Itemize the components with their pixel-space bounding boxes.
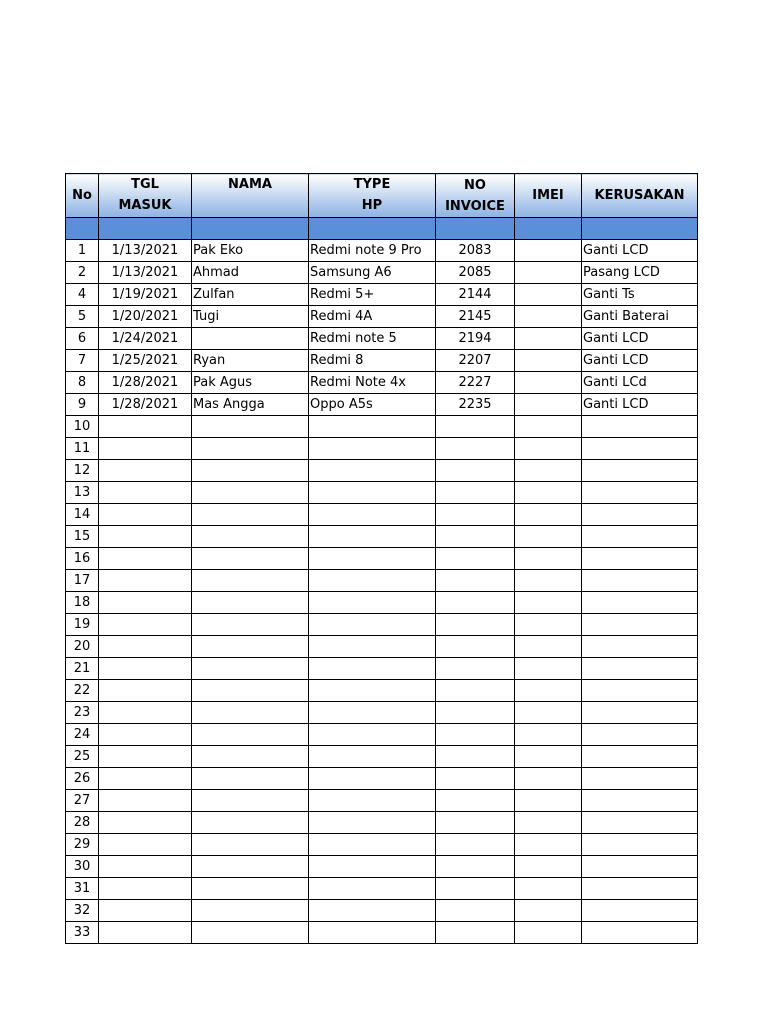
cell-tgl-masuk[interactable] (99, 504, 192, 526)
cell-nama[interactable] (192, 702, 309, 724)
cell-kerusakan[interactable] (582, 746, 698, 768)
cell-kerusakan[interactable]: Ganti LCd (582, 372, 698, 394)
cell-nama[interactable] (192, 922, 309, 944)
cell-imei[interactable] (515, 834, 582, 856)
cell-type-hp[interactable] (309, 614, 436, 636)
table-row (66, 636, 698, 658)
cell-imei[interactable] (515, 482, 582, 504)
table-row (66, 812, 698, 834)
cell-tgl-masuk[interactable] (99, 438, 192, 460)
cell-imei[interactable] (515, 548, 582, 570)
cell-tgl-masuk[interactable] (99, 614, 192, 636)
cell-tgl-masuk[interactable] (99, 416, 192, 438)
band-cell[interactable] (436, 218, 515, 240)
table-row (66, 416, 698, 438)
header-type-line1: TYPE (353, 177, 391, 192)
table-body (66, 240, 698, 944)
header-invoice-line2: INVOICE (445, 198, 505, 214)
cell-no-invoice[interactable]: 2194 (436, 328, 515, 350)
header-invoice-line1: NO (464, 177, 486, 193)
cell-no-invoice[interactable] (436, 878, 515, 900)
cell-nama[interactable] (192, 790, 309, 812)
table-row (66, 372, 698, 394)
cell-nama[interactable] (192, 658, 309, 680)
cell-nama[interactable] (192, 768, 309, 790)
cell-type-hp[interactable] (309, 702, 436, 724)
cell-type-hp[interactable] (309, 636, 436, 658)
cell-imei[interactable] (515, 460, 582, 482)
cell-no[interactable]: 9 (66, 394, 99, 416)
cell-nama[interactable] (192, 856, 309, 878)
cell-kerusakan[interactable] (582, 614, 698, 636)
cell-no-invoice[interactable] (436, 680, 515, 702)
cell-tgl-masuk[interactable] (99, 548, 192, 570)
header-kerusakan[interactable]: KERUSAKAN (582, 174, 698, 218)
table-row (66, 548, 698, 570)
table-row (66, 262, 698, 284)
cell-kerusakan[interactable]: Ganti LCD (582, 328, 698, 350)
table-row (66, 526, 698, 548)
cell-no[interactable]: 5 (66, 306, 99, 328)
table-row (66, 878, 698, 900)
cell-nama[interactable]: Ahmad (192, 262, 309, 284)
header-no[interactable]: No (66, 174, 99, 218)
cell-tgl-masuk[interactable]: 1/19/2021 (99, 284, 192, 306)
table-row (66, 724, 698, 746)
cell-no-invoice[interactable] (436, 526, 515, 548)
table-row (66, 658, 698, 680)
cell-kerusakan[interactable] (582, 636, 698, 658)
cell-imei[interactable] (515, 900, 582, 922)
cell-type-hp[interactable] (309, 790, 436, 812)
table-row (66, 460, 698, 482)
cell-type-hp[interactable]: Redmi 4A (309, 306, 436, 328)
cell-imei[interactable] (515, 438, 582, 460)
cell-nama[interactable] (192, 680, 309, 702)
table-row (66, 768, 698, 790)
cell-imei[interactable] (515, 350, 582, 372)
table-row (66, 504, 698, 526)
cell-type-hp[interactable]: Redmi note 9 Pro (309, 240, 436, 262)
cell-tgl-masuk[interactable] (99, 680, 192, 702)
cell-no[interactable]: 19 (66, 614, 99, 636)
cell-kerusakan[interactable] (582, 922, 698, 944)
cell-no[interactable]: 21 (66, 658, 99, 680)
cell-no[interactable]: 7 (66, 350, 99, 372)
cell-imei[interactable] (515, 680, 582, 702)
cell-tgl-masuk[interactable] (99, 812, 192, 834)
cell-imei[interactable] (515, 878, 582, 900)
header-tgl-masuk[interactable] (99, 174, 192, 218)
cell-nama[interactable] (192, 812, 309, 834)
cell-kerusakan[interactable] (582, 504, 698, 526)
cell-nama[interactable] (192, 724, 309, 746)
cell-tgl-masuk[interactable] (99, 834, 192, 856)
table-row (66, 570, 698, 592)
cell-tgl-masuk[interactable] (99, 900, 192, 922)
cell-no-invoice[interactable]: 2235 (436, 394, 515, 416)
cell-no[interactable]: 16 (66, 548, 99, 570)
cell-type-hp[interactable]: Redmi note 5 (309, 328, 436, 350)
cell-no-invoice[interactable] (436, 790, 515, 812)
cell-tgl-masuk[interactable] (99, 790, 192, 812)
table-header (66, 174, 698, 240)
cell-kerusakan[interactable] (582, 548, 698, 570)
cell-no[interactable]: 32 (66, 900, 99, 922)
cell-imei[interactable] (515, 592, 582, 614)
table-row (66, 394, 698, 416)
cell-imei[interactable] (515, 526, 582, 548)
cell-nama[interactable] (192, 592, 309, 614)
cell-no-invoice[interactable] (436, 460, 515, 482)
table-row (66, 834, 698, 856)
cell-kerusakan[interactable] (582, 526, 698, 548)
cell-tgl-masuk[interactable] (99, 922, 192, 944)
cell-imei[interactable] (515, 504, 582, 526)
cell-no-invoice[interactable] (436, 834, 515, 856)
cell-imei[interactable] (515, 856, 582, 878)
cell-tgl-masuk[interactable] (99, 746, 192, 768)
cell-kerusakan[interactable] (582, 460, 698, 482)
cell-nama[interactable] (192, 746, 309, 768)
cell-tgl-masuk[interactable] (99, 636, 192, 658)
cell-no-invoice[interactable] (436, 724, 515, 746)
cell-no-invoice[interactable]: 2227 (436, 372, 515, 394)
cell-tgl-masuk[interactable] (99, 570, 192, 592)
cell-type-hp[interactable]: Redmi 8 (309, 350, 436, 372)
table-row (66, 438, 698, 460)
cell-type-hp[interactable]: Samsung A6 (309, 262, 436, 284)
cell-nama[interactable] (192, 526, 309, 548)
band-cell[interactable] (66, 218, 99, 240)
cell-type-hp[interactable] (309, 658, 436, 680)
cell-type-hp[interactable] (309, 768, 436, 790)
table-row (66, 922, 698, 944)
cell-tgl-masuk[interactable] (99, 460, 192, 482)
cell-kerusakan[interactable]: Ganti LCD (582, 350, 698, 372)
cell-no[interactable]: 12 (66, 460, 99, 482)
cell-no[interactable]: 10 (66, 416, 99, 438)
cell-tgl-masuk[interactable] (99, 658, 192, 680)
cell-type-hp[interactable] (309, 548, 436, 570)
cell-no-invoice[interactable] (436, 746, 515, 768)
table-row (66, 328, 698, 350)
cell-no[interactable]: 27 (66, 790, 99, 812)
cell-type-hp[interactable]: Oppo A5s (309, 394, 436, 416)
cell-no-invoice[interactable] (436, 482, 515, 504)
band-cell[interactable] (309, 218, 436, 240)
cell-type-hp[interactable] (309, 834, 436, 856)
table-row (66, 240, 698, 262)
cell-tgl-masuk[interactable] (99, 724, 192, 746)
cell-imei[interactable] (515, 724, 582, 746)
cell-imei[interactable] (515, 284, 582, 306)
cell-imei[interactable] (515, 328, 582, 350)
cell-nama[interactable]: Pak Eko (192, 240, 309, 262)
cell-no[interactable]: 23 (66, 702, 99, 724)
cell-nama[interactable] (192, 460, 309, 482)
cell-no[interactable]: 14 (66, 504, 99, 526)
cell-no-invoice[interactable] (436, 504, 515, 526)
cell-tgl-masuk[interactable]: 1/13/2021 (99, 240, 192, 262)
cell-nama[interactable] (192, 570, 309, 592)
cell-nama[interactable] (192, 548, 309, 570)
cell-no-invoice[interactable]: 2207 (436, 350, 515, 372)
cell-type-hp[interactable] (309, 504, 436, 526)
service-log-table (65, 173, 698, 944)
cell-type-hp[interactable] (309, 460, 436, 482)
cell-tgl-masuk[interactable] (99, 526, 192, 548)
cell-imei[interactable] (515, 262, 582, 284)
cell-no[interactable]: 24 (66, 724, 99, 746)
cell-no[interactable]: 29 (66, 834, 99, 856)
cell-tgl-masuk[interactable]: 1/25/2021 (99, 350, 192, 372)
table-row (66, 790, 698, 812)
cell-kerusakan[interactable]: Ganti Baterai (582, 306, 698, 328)
cell-nama[interactable] (192, 438, 309, 460)
cell-tgl-masuk[interactable] (99, 856, 192, 878)
cell-kerusakan[interactable] (582, 790, 698, 812)
cell-no[interactable]: 4 (66, 284, 99, 306)
cell-no[interactable]: 17 (66, 570, 99, 592)
cell-type-hp[interactable]: Redmi Note 4x (309, 372, 436, 394)
table-row (66, 350, 698, 372)
cell-no-invoice[interactable] (436, 922, 515, 944)
cell-type-hp[interactable] (309, 922, 436, 944)
header-nama[interactable]: NAMA (192, 174, 309, 218)
cell-kerusakan[interactable] (582, 438, 698, 460)
cell-no[interactable]: 1 (66, 240, 99, 262)
cell-tgl-masuk[interactable] (99, 592, 192, 614)
cell-kerusakan[interactable]: Pasang LCD (582, 262, 698, 284)
cell-kerusakan[interactable] (582, 702, 698, 724)
cell-no[interactable]: 6 (66, 328, 99, 350)
cell-kerusakan[interactable]: Ganti Ts (582, 284, 698, 306)
cell-tgl-masuk[interactable]: 1/20/2021 (99, 306, 192, 328)
cell-nama[interactable] (192, 834, 309, 856)
cell-tgl-masuk[interactable] (99, 878, 192, 900)
cell-imei[interactable] (515, 416, 582, 438)
cell-imei[interactable] (515, 812, 582, 834)
cell-no[interactable]: 28 (66, 812, 99, 834)
table-row (66, 900, 698, 922)
cell-imei[interactable] (515, 922, 582, 944)
cell-nama[interactable] (192, 636, 309, 658)
table-row (66, 306, 698, 328)
header-imei[interactable]: IMEI (515, 174, 582, 218)
cell-no[interactable]: 8 (66, 372, 99, 394)
header-tgl-line1: TGL (131, 177, 159, 192)
cell-type-hp[interactable] (309, 680, 436, 702)
cell-type-hp[interactable] (309, 570, 436, 592)
table-row (66, 680, 698, 702)
band-cell[interactable] (192, 218, 309, 240)
cell-no[interactable]: 31 (66, 878, 99, 900)
cell-imei[interactable] (515, 394, 582, 416)
cell-nama[interactable] (192, 504, 309, 526)
cell-kerusakan[interactable] (582, 768, 698, 790)
cell-imei[interactable] (515, 702, 582, 724)
cell-type-hp[interactable] (309, 526, 436, 548)
cell-nama[interactable] (192, 416, 309, 438)
band-cell[interactable] (515, 218, 582, 240)
cell-nama[interactable] (192, 328, 309, 350)
header-type-hp[interactable] (309, 174, 436, 218)
cell-type-hp[interactable] (309, 812, 436, 834)
cell-no[interactable]: 30 (66, 856, 99, 878)
cell-no-invoice[interactable] (436, 416, 515, 438)
cell-no[interactable]: 25 (66, 746, 99, 768)
cell-imei[interactable] (515, 306, 582, 328)
cell-kerusakan[interactable] (582, 724, 698, 746)
table-row (66, 592, 698, 614)
cell-no-invoice[interactable] (436, 438, 515, 460)
cell-no[interactable]: 33 (66, 922, 99, 944)
table-row (66, 746, 698, 768)
cell-imei[interactable] (515, 372, 582, 394)
cell-no[interactable]: 11 (66, 438, 99, 460)
cell-kerusakan[interactable] (582, 592, 698, 614)
cell-nama[interactable]: Zulfan (192, 284, 309, 306)
cell-imei[interactable] (515, 570, 582, 592)
cell-no[interactable]: 26 (66, 768, 99, 790)
cell-type-hp[interactable] (309, 438, 436, 460)
cell-tgl-masuk[interactable] (99, 482, 192, 504)
cell-no[interactable]: 18 (66, 592, 99, 614)
cell-imei[interactable] (515, 768, 582, 790)
cell-no-invoice[interactable] (436, 812, 515, 834)
cell-type-hp[interactable] (309, 482, 436, 504)
cell-kerusakan[interactable] (582, 900, 698, 922)
band-cell[interactable] (99, 218, 192, 240)
table-row (66, 614, 698, 636)
table-row (66, 856, 698, 878)
cell-no-invoice[interactable] (436, 548, 515, 570)
cell-kerusakan[interactable] (582, 570, 698, 592)
table-row (66, 284, 698, 306)
cell-nama[interactable]: Pak Agus (192, 372, 309, 394)
cell-type-hp[interactable] (309, 724, 436, 746)
cell-no-invoice[interactable] (436, 570, 515, 592)
cell-kerusakan[interactable] (582, 680, 698, 702)
cell-kerusakan[interactable]: Ganti LCD (582, 394, 698, 416)
cell-tgl-masuk[interactable] (99, 702, 192, 724)
cell-nama[interactable] (192, 614, 309, 636)
cell-imei[interactable] (515, 614, 582, 636)
cell-imei[interactable] (515, 746, 582, 768)
cell-no[interactable]: 20 (66, 636, 99, 658)
cell-tgl-masuk[interactable]: 1/28/2021 (99, 394, 192, 416)
cell-tgl-masuk[interactable]: 1/28/2021 (99, 372, 192, 394)
cell-nama[interactable]: Ryan (192, 350, 309, 372)
cell-no-invoice[interactable] (436, 636, 515, 658)
cell-nama[interactable]: Mas Angga (192, 394, 309, 416)
cell-kerusakan[interactable] (582, 482, 698, 504)
header-row (66, 174, 698, 218)
cell-kerusakan[interactable] (582, 856, 698, 878)
cell-no[interactable]: 2 (66, 262, 99, 284)
cell-kerusakan[interactable] (582, 812, 698, 834)
band-cell[interactable] (582, 218, 698, 240)
cell-no[interactable]: 22 (66, 680, 99, 702)
cell-kerusakan[interactable] (582, 416, 698, 438)
cell-nama[interactable] (192, 482, 309, 504)
cell-no-invoice[interactable] (436, 702, 515, 724)
cell-kerusakan[interactable] (582, 834, 698, 856)
cell-no-invoice[interactable] (436, 856, 515, 878)
cell-kerusakan[interactable] (582, 658, 698, 680)
cell-tgl-masuk[interactable]: 1/13/2021 (99, 262, 192, 284)
cell-no-invoice[interactable]: 2144 (436, 284, 515, 306)
cell-nama[interactable] (192, 878, 309, 900)
cell-type-hp[interactable] (309, 856, 436, 878)
cell-nama[interactable]: Tugi (192, 306, 309, 328)
cell-no[interactable]: 13 (66, 482, 99, 504)
header-no-invoice[interactable] (436, 174, 515, 218)
cell-no-invoice[interactable] (436, 614, 515, 636)
header-tgl-line2: MASUK (118, 198, 172, 213)
cell-imei[interactable] (515, 636, 582, 658)
cell-no-invoice[interactable] (436, 592, 515, 614)
cell-no-invoice[interactable]: 2085 (436, 262, 515, 284)
cell-no-invoice[interactable] (436, 900, 515, 922)
cell-imei[interactable] (515, 658, 582, 680)
cell-no-invoice[interactable]: 2083 (436, 240, 515, 262)
cell-imei[interactable] (515, 790, 582, 812)
cell-type-hp[interactable] (309, 900, 436, 922)
cell-type-hp[interactable] (309, 592, 436, 614)
cell-kerusakan[interactable]: Ganti LCD (582, 240, 698, 262)
cell-kerusakan[interactable] (582, 878, 698, 900)
cell-nama[interactable] (192, 900, 309, 922)
cell-tgl-masuk[interactable] (99, 768, 192, 790)
cell-no-invoice[interactable] (436, 768, 515, 790)
cell-no-invoice[interactable] (436, 658, 515, 680)
cell-type-hp[interactable] (309, 878, 436, 900)
cell-type-hp[interactable] (309, 746, 436, 768)
cell-tgl-masuk[interactable]: 1/24/2021 (99, 328, 192, 350)
cell-no[interactable]: 15 (66, 526, 99, 548)
header-band-row (66, 218, 698, 240)
header-type-line2: HP (361, 198, 383, 213)
cell-imei[interactable] (515, 240, 582, 262)
table-row (66, 702, 698, 724)
cell-type-hp[interactable]: Redmi 5+ (309, 284, 436, 306)
cell-no-invoice[interactable]: 2145 (436, 306, 515, 328)
table-row (66, 482, 698, 504)
cell-type-hp[interactable] (309, 416, 436, 438)
